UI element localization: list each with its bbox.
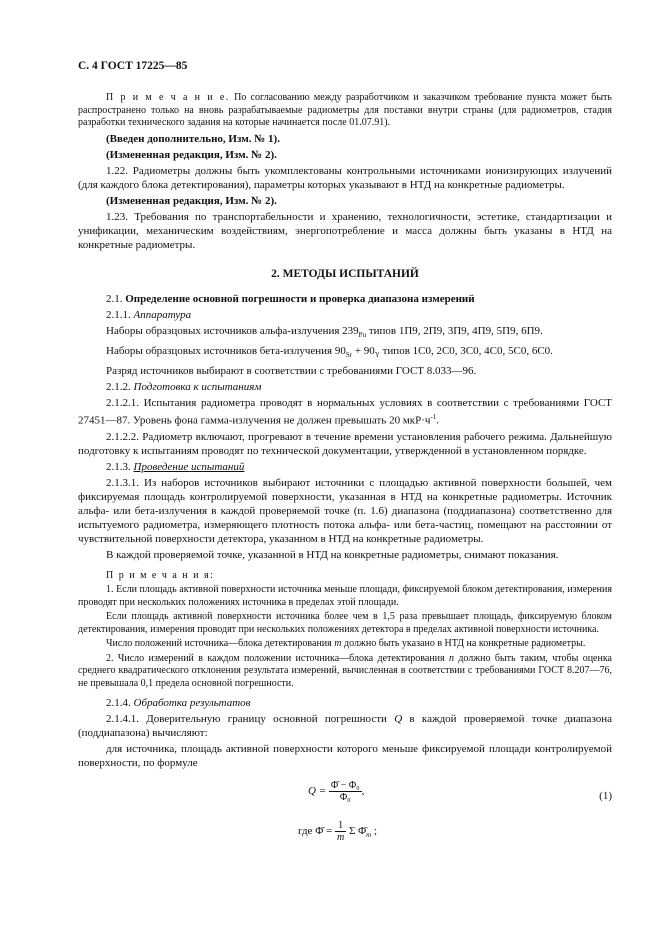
section-title: 2. МЕТОДЫ ИСПЫТАНИЙ [271,267,419,280]
note-item-1: 1. Если площадь активной поверхности источника меньше площади, фиксируемой блоком детектирования, измерения проводят при нескольких положениях источника в пределах этой площади. [78,584,612,608]
formula-1-expr [308,780,364,803]
formula-1 [78,778,612,814]
numerator: Φ̄ − Φ₀ [330,780,360,792]
formula-number: (1) [599,790,612,803]
subscript: Y [374,350,380,359]
formula-tail: , [361,785,365,798]
added-note: (Введен дополнительно, Изм. № 1). [106,132,280,145]
note-1 [78,92,612,130]
subscript: Sr [345,350,353,359]
equals: = [323,825,335,838]
note-text: По согласованию между разработчиком и заказчиком требование пункта может быть распространено только на вновь разрабатываемые радиометры для поставки внутри страны (для радиометров, стадия разработки технического задания на которые начинается после 01.07.91). [78,92,612,128]
text-part: + 90 [352,344,375,357]
para-each-point: В каждой проверяемой точке, указанной в НТД на конкретные радиометры, снимают показания. [106,548,559,561]
text-part: Наборы образцовых источников альфа-излучения 239 [106,324,359,337]
document-page [78,60,612,843]
para-2-1-3-1: 2.1.3.1. Из наборов источников выбирают источники с площадью активной поверхности большей, чем фиксируемая площадь контролируемой поверхности, указанная в НТД на конкретные радиометры. Источник альфа- или бета-излучения в каждой проверяемой точке (п. 1.6) диапазона (поддиапазона) соответственно для испытуемого радиометра, измеряющего плотность потока альфа- или бета-частиц, помещают на расстоянии от чувствительной поверхности детектора, указанном в НТД на конкретные радиометры. [78,476,612,545]
note-item-2 [78,653,612,691]
para-2-1 [78,292,612,306]
para-2-1-3 [78,460,612,474]
text-part: в каждой проверяемой точке диапазона (поддиапазона) вычисляют: [78,713,612,740]
formula-tail: ; [371,825,378,838]
para-2-1-2 [78,380,612,394]
formula-rhs: Φ̄ [358,825,367,838]
para-num: 2.1. [106,292,123,305]
para-1-22: 1.22. Радиометры должны быть укомплектованы контрольными источниками ионизирующих излучений (для каждого блока детектирования), параметры которых указывают в НТД на конкретные радиометры. [78,164,612,191]
beta-sources [78,344,612,362]
text-part: Число положений источника—блока детектирования [106,638,335,650]
text-part: типов 1С0, 2С0, 3С0, 4С0, 5С0, 6С0. [379,344,553,357]
numerator: 1 [335,820,346,832]
fraction [335,820,346,843]
text-part: Наборы образцовых источников бета-излучения 90 [106,344,346,357]
page-header: С. 4 ГОСТ 17225—85 [78,60,188,72]
para-heading: Проведение испытаний [133,460,245,473]
superscript: -1 [430,412,437,421]
para-num: 2.1.2. [106,380,131,393]
para-2-1-1 [78,308,612,322]
para-num: 2.1.1. [106,308,131,321]
notes-label-text: П р и м е ч а н и я: [106,569,215,581]
denominator: m [336,832,345,844]
text-part: типов 1П9, 2П9, 3П9, 4П9, 5П9, 6П9. [366,324,543,337]
discharge: Разряд источников выбирают в соответствии с требованиями ГОСТ 8.033—96. [106,364,477,377]
variable: Q [394,713,403,726]
text-part: должно быть таким, чтобы оценка среднего квадратического отклонения результата измерений, вычисленная в соответствии с требованиями ГОСТ 8.207—76, не превышала 0,1 предела основной погрешности. [78,652,612,689]
text-part: . [436,414,440,427]
note-item-1c [78,638,612,651]
note-item-1b: Если площадь активной поверхности источника более чем в 1,5 раза превышает площадь, фиксируемую блоком детектирования, измерения проводят при нескольких положениях детектора в пределах активной поверхности источника. [78,611,612,635]
fraction [329,780,362,803]
para-2-1-4-1 [78,712,612,740]
subscript: Pu [358,330,367,339]
note-label: П р и м е ч а н и е. [106,92,230,103]
para-heading: Обработка результатов [133,697,251,710]
text-part: 2.1.4.1. Доверительную границу основной погрешности [106,713,395,726]
text-part: должно быть указано в НТД на конкретные радиометры. [341,638,586,650]
variable: m [334,638,342,650]
para-heading: Определение основной погрешности и проверка диапазона измерений [125,292,475,305]
para-1-23: 1.23. Требования по транспортабельности и хранению, технологичности, эстетике, стандартизации и унификации, механическим воздействиям, энергопотребление и масса должны быть указаны в НТД на конкретные радиометры. [78,210,612,251]
sum-symbol: Σ [346,825,359,838]
variable: n [448,652,454,664]
text-part: 2. Число измерений в каждом положении источника—блока детектирования [106,652,449,664]
changed-note-2: (Измененная редакция, Изм. № 2). [106,194,277,207]
para-2-1-2-2: 2.1.2.2. Радиометр включают, прогревают в течение времени установления рабочего режима. Дальнейшую подготовку к испытаниям проводят по технической документации, утвержденной в установленном порядке. [78,430,612,457]
formula-lhs: Q = [308,785,327,798]
alpha-sources [78,324,612,342]
para-num: 2.1.4. [106,697,131,710]
changed-note-1: (Измененная редакция, Изм. № 2). [106,148,277,161]
para-2-1-4 [78,696,612,710]
para-heading: Аппаратура [133,308,192,321]
para-source: для источника, площадь активной поверхности которого меньше фиксируемой площади контролируемой поверхности, по формуле [78,743,612,770]
para-num: 2.1.3. [106,460,131,473]
formula-2 [298,820,612,843]
subscript: m [366,831,372,840]
text-part: 2.1.2.1. Испытания радиометра проводят в нормальных условиях в соответствии с требованиями ГОСТ 27451—87. Уровень фона гамма-излучения не должен превышать 20 мкР·ч [78,396,612,427]
where-word: где [298,825,316,838]
notes-label [78,570,612,583]
formula-lhs: Φ̄ [315,825,324,838]
denominator: Φ₀ [339,792,351,804]
para-2-1-2-1 [78,396,612,428]
para-heading: Подготовка к испытаниям [133,380,262,393]
